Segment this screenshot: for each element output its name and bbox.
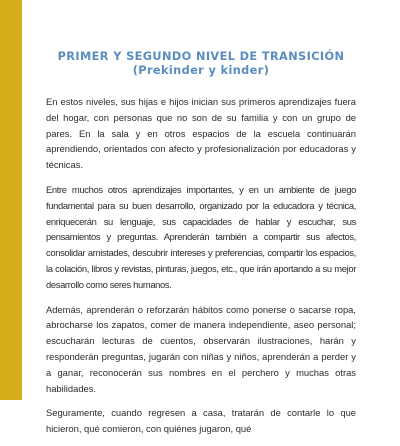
- side-color-band: [0, 0, 22, 400]
- heading-subtitle: (Prekinder y kinder): [132, 64, 270, 77]
- body-text: [46, 94, 356, 437]
- paragraph-4: Seguramente, cuando regresen a casa, tratarán de contarle lo que hicieron, qué comieron, con quiénes jugaron, qué: [46, 407, 356, 435]
- paragraph-1: En estos niveles, sus hijas e hijos inician sus primeros aprendizajes fuera del hogar, con personas que no son de su familia y con un grupo de pares. En la sala y en otros espacios de la escuela continuarán aprendiendo, orientados con afecto y profesionalización por educadoras y técnicas.: [46, 96, 356, 171]
- paragraph-2: Entre muchos otros aprendizajes importantes, y en un ambiente de juego fundamental para su buen desarrollo, organizado por la educadora y técnica, enriquecerán su lenguaje, sus capacidades de hablar y escuchar, sus pensamientos y preguntas. Aprenderán también a compartir sus afectos, consolidar amistades, descubrir intereses y preferencias, compartir los espacios, la colación, libros y revistas, pinturas, juegos, etc., que irán aportando a su mejor desarrollo como seres humanos.: [46, 183, 356, 290]
- heading-title: PRIMER Y SEGUNDO NIVEL DE TRANSICIÓN: [57, 50, 345, 63]
- paragraph-3: Además, aprenderán o reforzarán hábitos como ponerse o sacarse ropa, abrocharse los zapatos, comer de manera independiente, aseo personal; escucharán lecturas de cuentos, observarán ilustraciones, harán y responderán preguntas, jugarán con niñas y niños, aprenderán a perder y a ganar, reconocerán sus nombres en el perchero y muchas otras habilidades.: [46, 303, 356, 394]
- section-heading: [46, 50, 356, 78]
- document-page: [46, 50, 356, 446]
